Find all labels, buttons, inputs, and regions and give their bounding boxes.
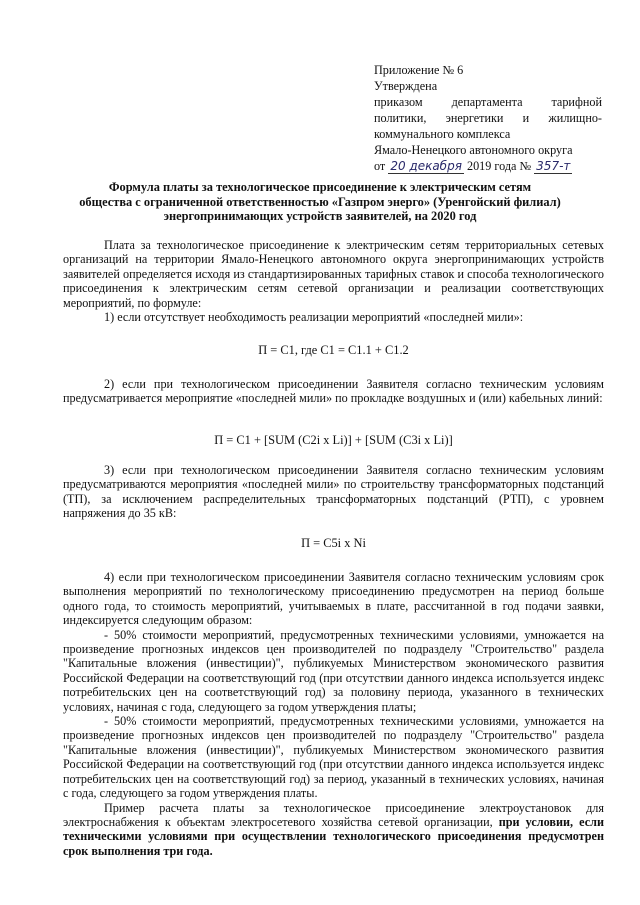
- formula-3: П = С5i x Ni: [301, 536, 366, 550]
- case-3-block: [63, 463, 604, 521]
- approval-line-2: политики, энергетики и жилищно-: [374, 111, 602, 125]
- formula-2: П = С1 + [SUM (С2i x Li)] + [SUM (С3i x Li)]: [214, 433, 453, 447]
- example-condition-bold: при условии, если техническими условиями при осуществлении технологического присоединения предусмотрен срок выполнения три года.: [63, 814, 605, 858]
- case-1-text: 1) если отсутствует необходимость реализации мероприятий «последней мили»:: [104, 310, 524, 325]
- case-2-block: [63, 377, 604, 406]
- approved-label: Утверждена: [374, 79, 438, 93]
- case-4-block: [63, 570, 604, 858]
- case-2-text: 2) если при технологическом присоединении Заявителя согласно техническим условиям предусматривается мероприятие «последней мили» по прокладке воздушных и (или) кабельных линий:: [63, 377, 604, 406]
- formula-1: П = С1, где С1 = С1.1 + С1.2: [258, 343, 409, 357]
- approval-line-4: Ямало-Ненецкого автономного округа: [374, 143, 573, 157]
- approval-block: [374, 62, 602, 174]
- case-4-text: 4) если при технологическом присоединении Заявителя согласно техническим условиям срок выполнения мероприятий по технологическому присоединению предусмотрен на период больше одного года, то стоимость мероприятий, учитываемых в плате, рассчитанной в год подачи заявки, индексируется следующим образом:: [63, 570, 604, 628]
- example-paragraph: [63, 801, 604, 859]
- date-year: 2019 года №: [466, 159, 532, 173]
- case-3-text: 3) если при технологическом присоединении Заявителя согласно техническим условиям предусматриваются мероприятия «последней мили» по строительству трансформаторных подстанций (ТП), за исключением распределительных трансформаторных подстанций (РТП), с уровнем напряжения до 35 кВ:: [63, 463, 604, 521]
- bullet-full-period: - 50% стоимости мероприятий, предусмотренных техническими условиями, умножается на произведение прогнозных индексов цен производителей по подразделу "Строительство" раздела "Капитальные вложения (инвестиции)", публикуемых Министерством экономического развития Российской Федерации на соответствующий год (при отсутствии данного индекса используется индекс потребительских цен на соответствующий год) за период, указанный в технических условиях, начиная с года, следующего за годом утверждения платы.: [63, 714, 604, 801]
- example-text: Пример расчета платы за технологическое присоединение электроустановок для электроснабжения к объектам электросетевого хозяйства сетевой организации,: [63, 800, 604, 829]
- title-line-2: общества с ограниченной ответственностью «Газпром энерго» (Уренгойский филиал): [79, 194, 561, 209]
- document-title: [60, 180, 580, 224]
- title-line-3: энергопринимающих устройств заявителей, на 2020 год: [163, 209, 477, 223]
- handwritten-order-number: 357-т: [536, 159, 571, 173]
- handwritten-date: 20 декабря: [390, 159, 462, 173]
- date-prefix: от: [374, 159, 386, 173]
- intro-paragraph: Плата за технологическое присоединение к электрическим сетям территориальных сетевых организаций на территории Ямало-Ненецкого автономного округа энергопринимающих устройств заявителей определяется исходя из стандартизированных тарифных ставок и способа технологического присоединения к электрическим сетям сетевой организации и реализации соответствующих мероприятий, по формуле:: [63, 238, 604, 310]
- title-line-1: Формула платы за технологическое присоединение к электрическим сетям: [108, 180, 532, 194]
- approval-line-1: приказом департамента тарифной: [374, 95, 602, 109]
- intro-block: [63, 238, 604, 324]
- approval-line-3: коммунального комплекса: [374, 127, 511, 141]
- bullet-half-period: - 50% стоимости мероприятий, предусмотренных техническими условиями, умножается на произведение прогнозных индексов цен производителей по подразделу "Строительство" раздела "Капитальные вложения (инвестиции)", публикуемых Министерством экономического развития Российской Федерации на соответствующий год (при отсутствии данного индекса используется индекс потребительских цен на соответствующий год) за половину периода, указанного в технических условиях, начиная с года, следующего за годом утверждения платы;: [63, 627, 604, 714]
- appendix-number: Приложение № 6: [374, 63, 464, 77]
- order-date-line: [374, 158, 602, 174]
